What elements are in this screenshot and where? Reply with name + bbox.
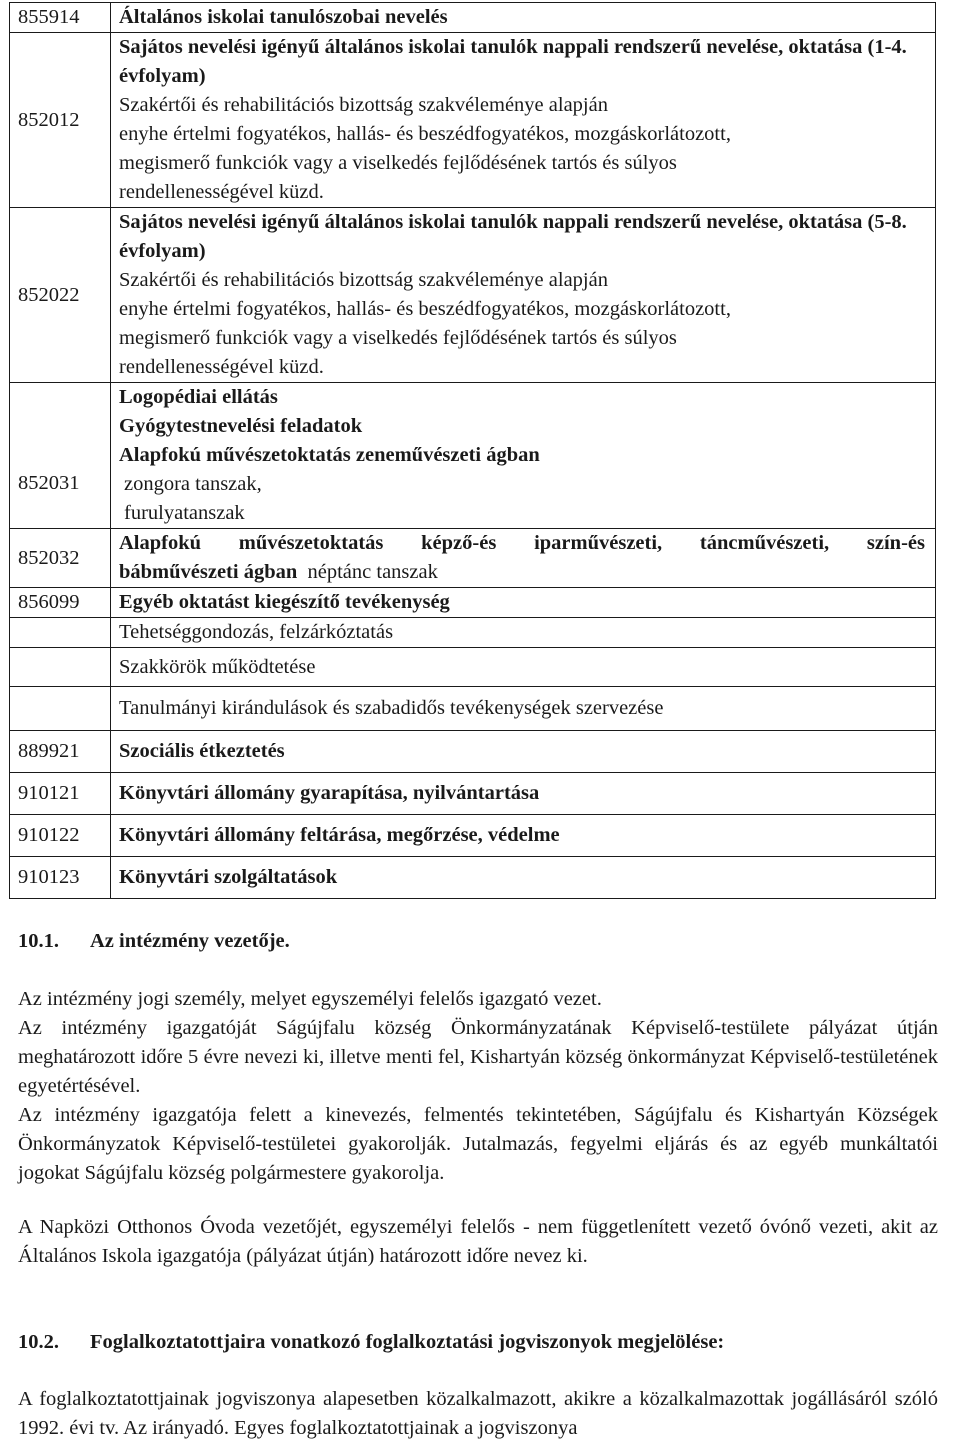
- table-row: [10, 588, 936, 618]
- paragraph: Az intézmény igazgatója felett a kinevezés, felmentés tekintetében, Ságújfalu és Kishartyán Községek Önkormányzatok Képviselő-testületei gyakorolják. Jutalmazás, fegyelmi eljárás és az egyéb munkáltatói jogokat Ságújfalu község polgármestere gyakorolja.: [18, 1104, 938, 1184]
- description-cell: Egyéb oktatást kiegészítő tevékenység: [111, 588, 936, 618]
- table-row: [10, 529, 936, 588]
- code-cell: 856099: [10, 588, 111, 618]
- description-cell: Könyvtári állomány feltárása, megőrzése, védelme: [111, 815, 936, 857]
- description-cell: Általános iskolai tanulószobai nevelés: [111, 3, 936, 33]
- description-cell: Könyvtári szolgáltatások: [111, 857, 936, 899]
- paragraph: Az intézmény jogi személy, melyet egyszemélyi felelős igazgató vezet.: [18, 988, 602, 1010]
- code-cell: [10, 648, 111, 687]
- paragraph: Az intézmény igazgatóját Ságújfalu község Önkormányzatának Képviselő-testülete pályázat útján meghatározott időre 5 évre nevezi ki, illetve menti fel, Kishartyán község önkormányzat Képviselő-testületének egyetértésével.: [18, 1017, 938, 1097]
- table-row: [10, 33, 936, 208]
- table-row: [10, 731, 936, 773]
- description-cell: Tanulmányi kirándulások és szabadidős tevékenységek szervezése: [111, 687, 936, 731]
- description-cell: Logopédiai ellátás Gyógytestnevelési feladatok Alapfokú művészetoktatás zeneművészeti ágban zongora tanszak, furulyatanszak: [111, 383, 936, 529]
- table-row: [10, 3, 936, 33]
- section-10-1-body: [18, 985, 938, 1188]
- code-cell: [10, 687, 111, 731]
- description-cell: Könyvtári állomány gyarapítása, nyilvántartása: [111, 773, 936, 815]
- table-row: [10, 208, 936, 383]
- description-cell: Szociális étkeztetés: [111, 731, 936, 773]
- description-cell: Sajátos nevelési igényű általános iskolai tanulók nappali rendszerű nevelése, oktatása (5-8. évfolyam) Szakértői és rehabilitációs bizottság szakvéleménye alapján enyhe értelmi fogyatékos, hallás- és beszédfogyatékos, mozgáskorlátozott, megismerő funkciók vagy a viselkedés fejlődésének tartós és súlyos rendellenességével küzd.: [111, 208, 936, 383]
- code-cell: 852031: [10, 383, 111, 529]
- description-cell: Szakkörök működtetése: [111, 648, 936, 687]
- code-cell: 852012: [10, 33, 111, 208]
- code-cell: [10, 618, 111, 648]
- activity-code-table: [9, 2, 936, 899]
- paragraph: A Napközi Otthonos Óvoda vezetőjét, egyszemélyi felelős - nem függetlenített vezető óvónő vezeti, akit az Általános Iskola igazgatója (pályázat útján) határozott időre nevez ki.: [18, 1216, 938, 1267]
- code-cell: 855914: [10, 3, 111, 33]
- description-cell: Alapfokú művészetoktatás képző-és iparművészeti, táncművészeti, szín-és bábművészeti ágban néptánc tanszak: [111, 529, 936, 588]
- code-cell: 910123: [10, 857, 111, 899]
- code-cell: 852032: [10, 529, 111, 588]
- table-row: [10, 648, 936, 687]
- section-heading-10-1: 10.1. Az intézmény vezetője.: [18, 930, 290, 952]
- section-heading-10-2: 10.2. Foglalkoztatottjaira vonatkozó foglalkoztatási jogviszonyok megjelölése:: [18, 1331, 725, 1353]
- code-cell: 910121: [10, 773, 111, 815]
- table-row: [10, 773, 936, 815]
- code-cell: 852022: [10, 208, 111, 383]
- paragraph: A foglalkoztatottjainak jogviszonya alapesetben közalkalmazott, akikre a közalkalmazottak jogállásáról szóló 1992. évi tv. Az irányadó. Egyes foglalkoztatottjainak a jogviszonya: [18, 1388, 938, 1439]
- table-row: [10, 857, 936, 899]
- code-cell: 889921: [10, 731, 111, 773]
- table-row: [10, 383, 936, 529]
- code-cell: 910122: [10, 815, 111, 857]
- description-cell: Sajátos nevelési igényű általános iskolai tanulók nappali rendszerű nevelése, oktatása (1-4. évfolyam) Szakértői és rehabilitációs bizottság szakvéleménye alapján enyhe értelmi fogyatékos, hallás- és beszédfogyatékos, mozgáskorlátozott, megismerő funkciók vagy a viselkedés fejlődésének tartós és súlyos rendellenességével küzd.: [111, 33, 936, 208]
- table-row: [10, 618, 936, 648]
- table-row: [10, 687, 936, 731]
- description-cell: Tehetséggondozás, felzárkóztatás: [111, 618, 936, 648]
- table-row: [10, 815, 936, 857]
- section-10-2-body: [18, 1385, 938, 1443]
- section-10-1-kindergarten: [18, 1213, 938, 1271]
